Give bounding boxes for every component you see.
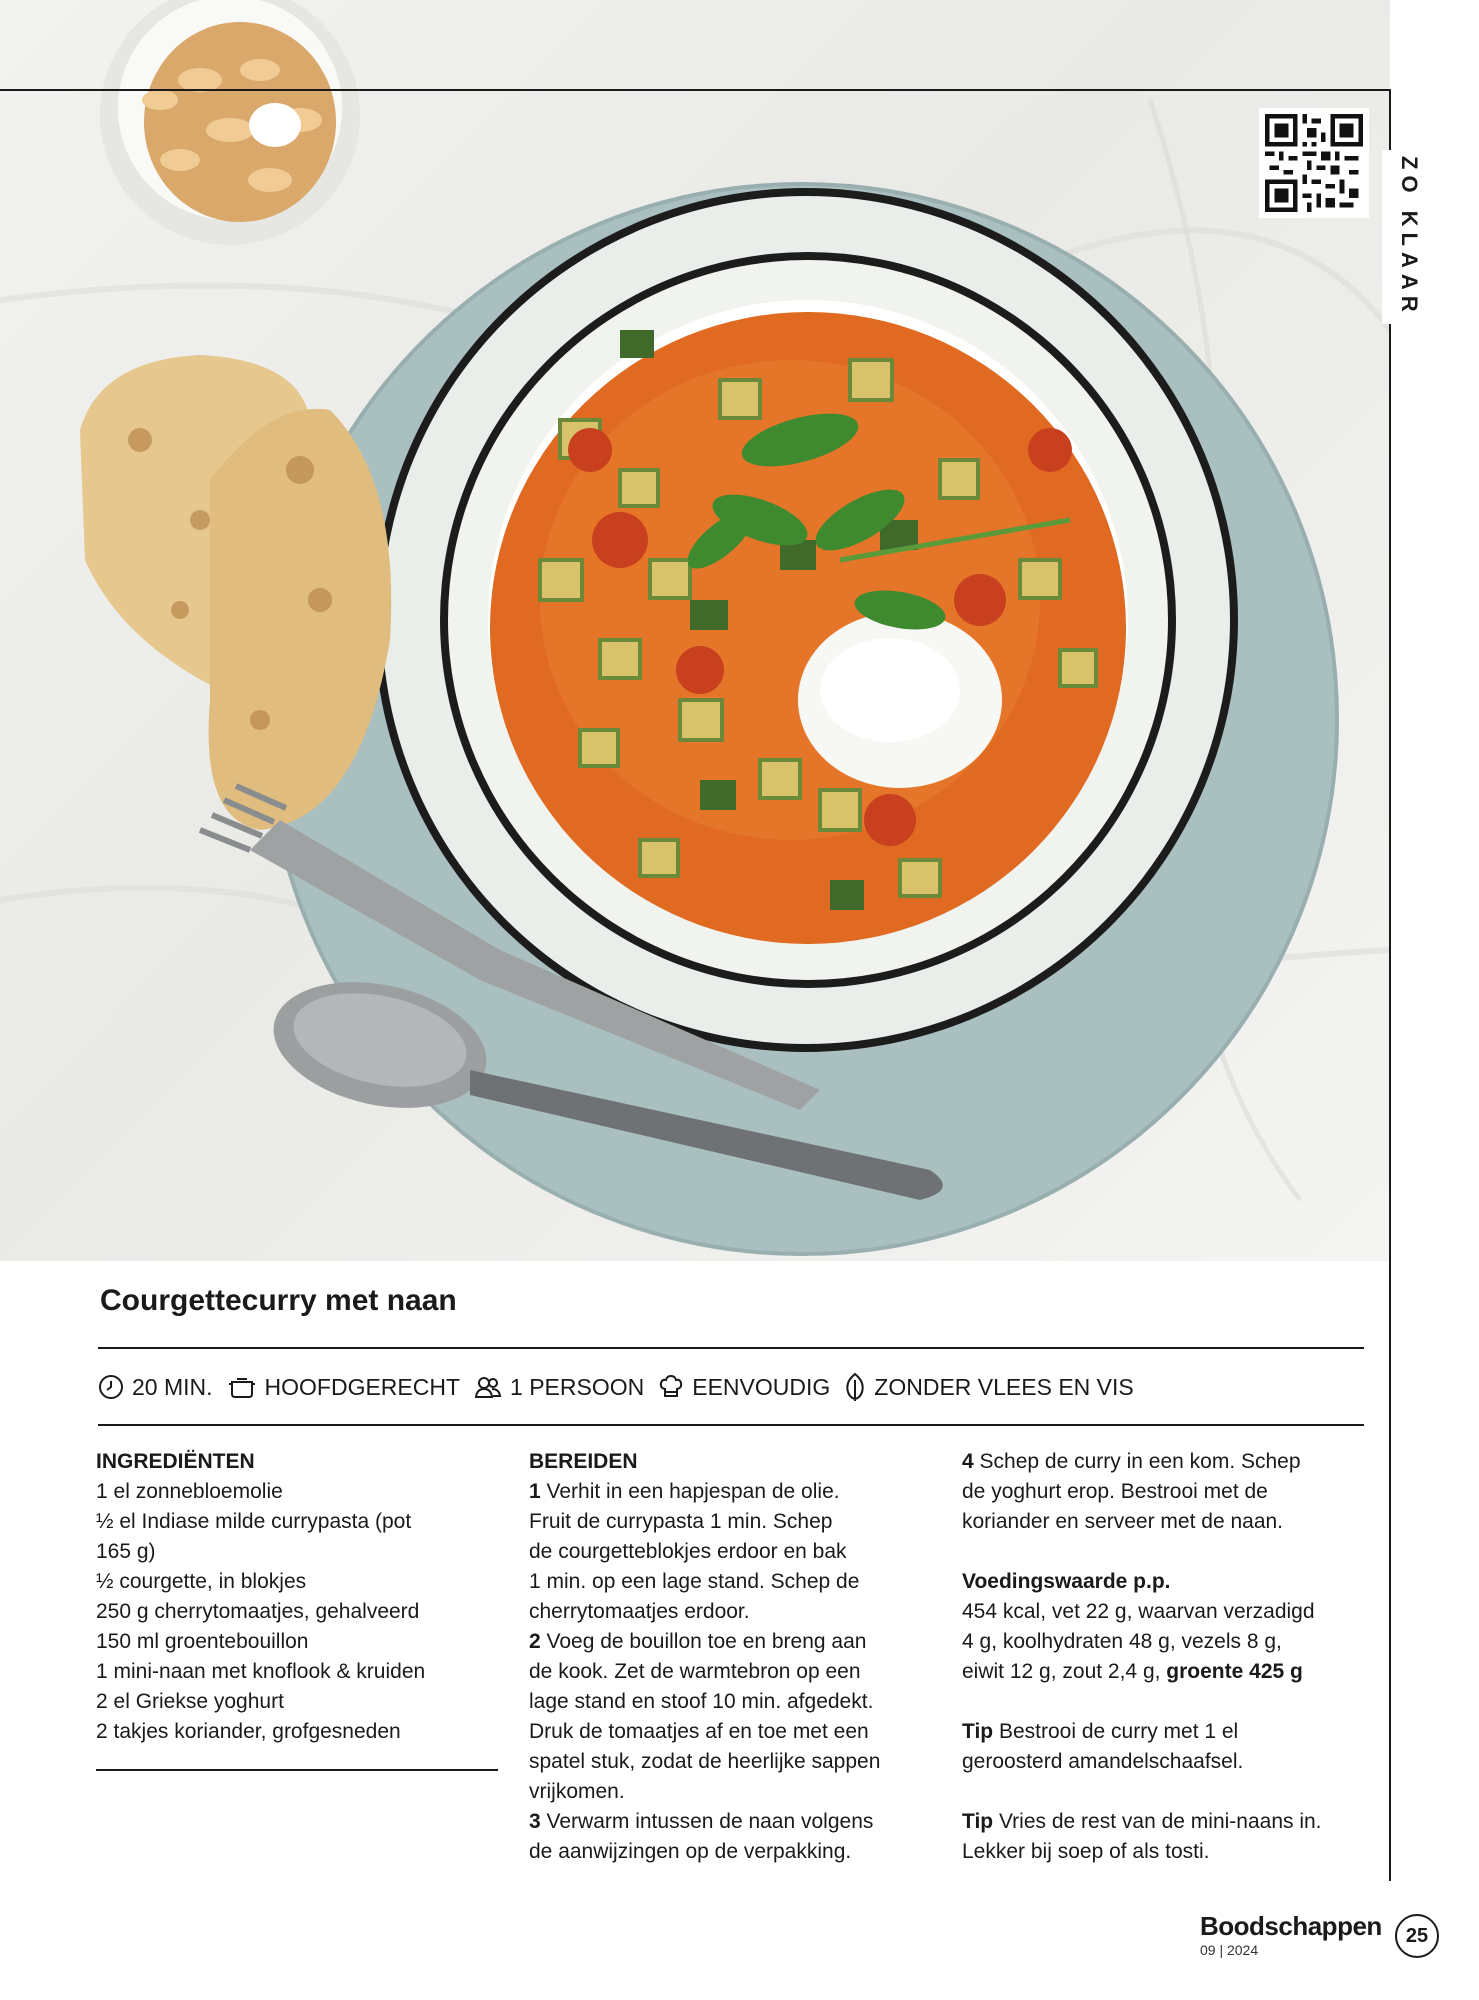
nutrition-highlight: groente 425 g bbox=[1166, 1660, 1303, 1683]
nutrition-line: 4 g, koolhydraten 48 g, vezels 8 g, bbox=[962, 1630, 1282, 1653]
step-text: cherrytomaatjes erdoor. bbox=[529, 1600, 750, 1623]
ingredient-line: ½ el Indiase milde currypasta (pot bbox=[96, 1510, 412, 1533]
meta-servings-label: 1 PERSOON bbox=[510, 1373, 645, 1400]
ingredient-line: 1 el zonnebloemolie bbox=[96, 1480, 283, 1503]
step-number: 3 bbox=[529, 1810, 541, 1833]
meta-course bbox=[227, 1374, 461, 1401]
tip-label: Tip bbox=[962, 1810, 994, 1833]
tip-text: Bestrooi de curry met 1 el bbox=[993, 1720, 1239, 1743]
step-text: lage stand en stoof 10 min. afgedekt. bbox=[529, 1690, 874, 1713]
step-1 bbox=[529, 1477, 949, 1507]
step-text: vrijkomen. bbox=[529, 1780, 625, 1803]
chef-hat-icon bbox=[658, 1374, 684, 1400]
meta-diet-label: ZONDER VLEES EN VIS bbox=[874, 1373, 1134, 1400]
step-text: Fruit de currypasta 1 min. Schep bbox=[529, 1510, 833, 1533]
tip-text: geroosterd amandelschaafsel. bbox=[962, 1750, 1244, 1773]
recipe-meta bbox=[98, 1372, 1148, 1402]
magazine-brand: Boodschappen bbox=[1200, 1911, 1382, 1941]
step-number: 1 bbox=[529, 1480, 541, 1503]
page-number: 25 bbox=[1395, 1914, 1439, 1958]
right-column bbox=[962, 1447, 1372, 1867]
magazine-issue: 09 | 2024 bbox=[1200, 1942, 1259, 1958]
step-3 bbox=[529, 1807, 949, 1837]
recipe-title: Courgettecurry met naan bbox=[100, 1284, 457, 1317]
meta-time-label: 20 MIN. bbox=[132, 1373, 213, 1400]
step-text: de yoghurt erop. Bestrooi met de bbox=[962, 1480, 1268, 1503]
title-divider bbox=[98, 1347, 1364, 1349]
ingredients-heading: INGREDIËNTEN bbox=[96, 1450, 255, 1473]
nutrition-line: eiwit 12 g, zout 2,4 g, bbox=[962, 1660, 1167, 1683]
step-number: 4 bbox=[962, 1450, 974, 1473]
ingredient-line: 150 ml groentebouillon bbox=[96, 1630, 309, 1653]
tip-text: Lekker bij soep of als tosti. bbox=[962, 1840, 1210, 1863]
people-icon bbox=[474, 1374, 502, 1400]
step-text: koriander en serveer met de naan. bbox=[962, 1510, 1284, 1533]
step-2 bbox=[529, 1627, 949, 1657]
ingredient-line: 165 g) bbox=[96, 1540, 156, 1563]
step-text: de courgetteblokjes erdoor en bak bbox=[529, 1540, 847, 1563]
qr-code-icon[interactable] bbox=[1259, 108, 1369, 218]
step-number: 2 bbox=[529, 1630, 541, 1653]
ingredient-line: 250 g cherrytomaatjes, gehalveerd bbox=[96, 1600, 420, 1623]
preparation-column bbox=[529, 1447, 949, 1867]
section-label: ZO KLAAR bbox=[1382, 150, 1422, 324]
step-text: Verhit in een hapjespan de olie. bbox=[540, 1480, 840, 1503]
pot-icon bbox=[227, 1374, 257, 1400]
side-rule-lower bbox=[1389, 1589, 1391, 1881]
ingredients-divider bbox=[96, 1769, 498, 1771]
meta-time bbox=[98, 1374, 213, 1401]
step-text: spatel stuk, zodat de heerlijke sappen bbox=[529, 1750, 881, 1773]
tip-text: Vries de rest van de mini-naans in. bbox=[993, 1810, 1322, 1833]
tip-label: Tip bbox=[962, 1720, 994, 1743]
nutrition-line: 454 kcal, vet 22 g, waarvan verzadigd bbox=[962, 1600, 1315, 1623]
meta-difficulty bbox=[658, 1374, 830, 1401]
meta-servings bbox=[474, 1374, 644, 1401]
preparation-heading: BEREIDEN bbox=[529, 1450, 638, 1473]
ingredient-line: 2 el Griekse yoghurt bbox=[96, 1690, 284, 1713]
ingredient-line: ½ courgette, in blokjes bbox=[96, 1570, 307, 1593]
step-4 bbox=[962, 1447, 1372, 1477]
step-text: Voeg de bouillon toe en breng aan bbox=[540, 1630, 867, 1653]
meta-course-label: HOOFDGERECHT bbox=[264, 1373, 461, 1400]
step-text: Druk de tomaatjes af en toe met een bbox=[529, 1720, 869, 1743]
meta-difficulty-label: EENVOUDIG bbox=[692, 1373, 831, 1400]
meta-diet bbox=[844, 1372, 1133, 1402]
step-text: Verwarm intussen de naan volgens bbox=[540, 1810, 874, 1833]
step-text: 1 min. op een lage stand. Schep de bbox=[529, 1570, 860, 1593]
ingredient-line: 2 takjes koriander, grofgesneden bbox=[96, 1720, 401, 1743]
step-text: de aanwijzingen op de verpakking. bbox=[529, 1840, 852, 1863]
leaf-icon bbox=[844, 1372, 866, 1402]
top-rule bbox=[0, 89, 1390, 91]
meta-divider bbox=[98, 1424, 1364, 1426]
tip-1 bbox=[962, 1717, 1372, 1747]
ingredients-column bbox=[96, 1447, 506, 1747]
nutrition-heading: Voedingswaarde p.p. bbox=[962, 1570, 1171, 1593]
nutrition-line-last bbox=[962, 1657, 1372, 1687]
ingredient-line: 1 mini-naan met knoflook & kruiden bbox=[96, 1660, 426, 1683]
step-text: de kook. Zet de warmtebron op een bbox=[529, 1660, 861, 1683]
step-text: Schep de curry in een kom. Schep bbox=[973, 1450, 1301, 1473]
tip-2 bbox=[962, 1807, 1372, 1837]
clock-icon bbox=[98, 1374, 124, 1400]
